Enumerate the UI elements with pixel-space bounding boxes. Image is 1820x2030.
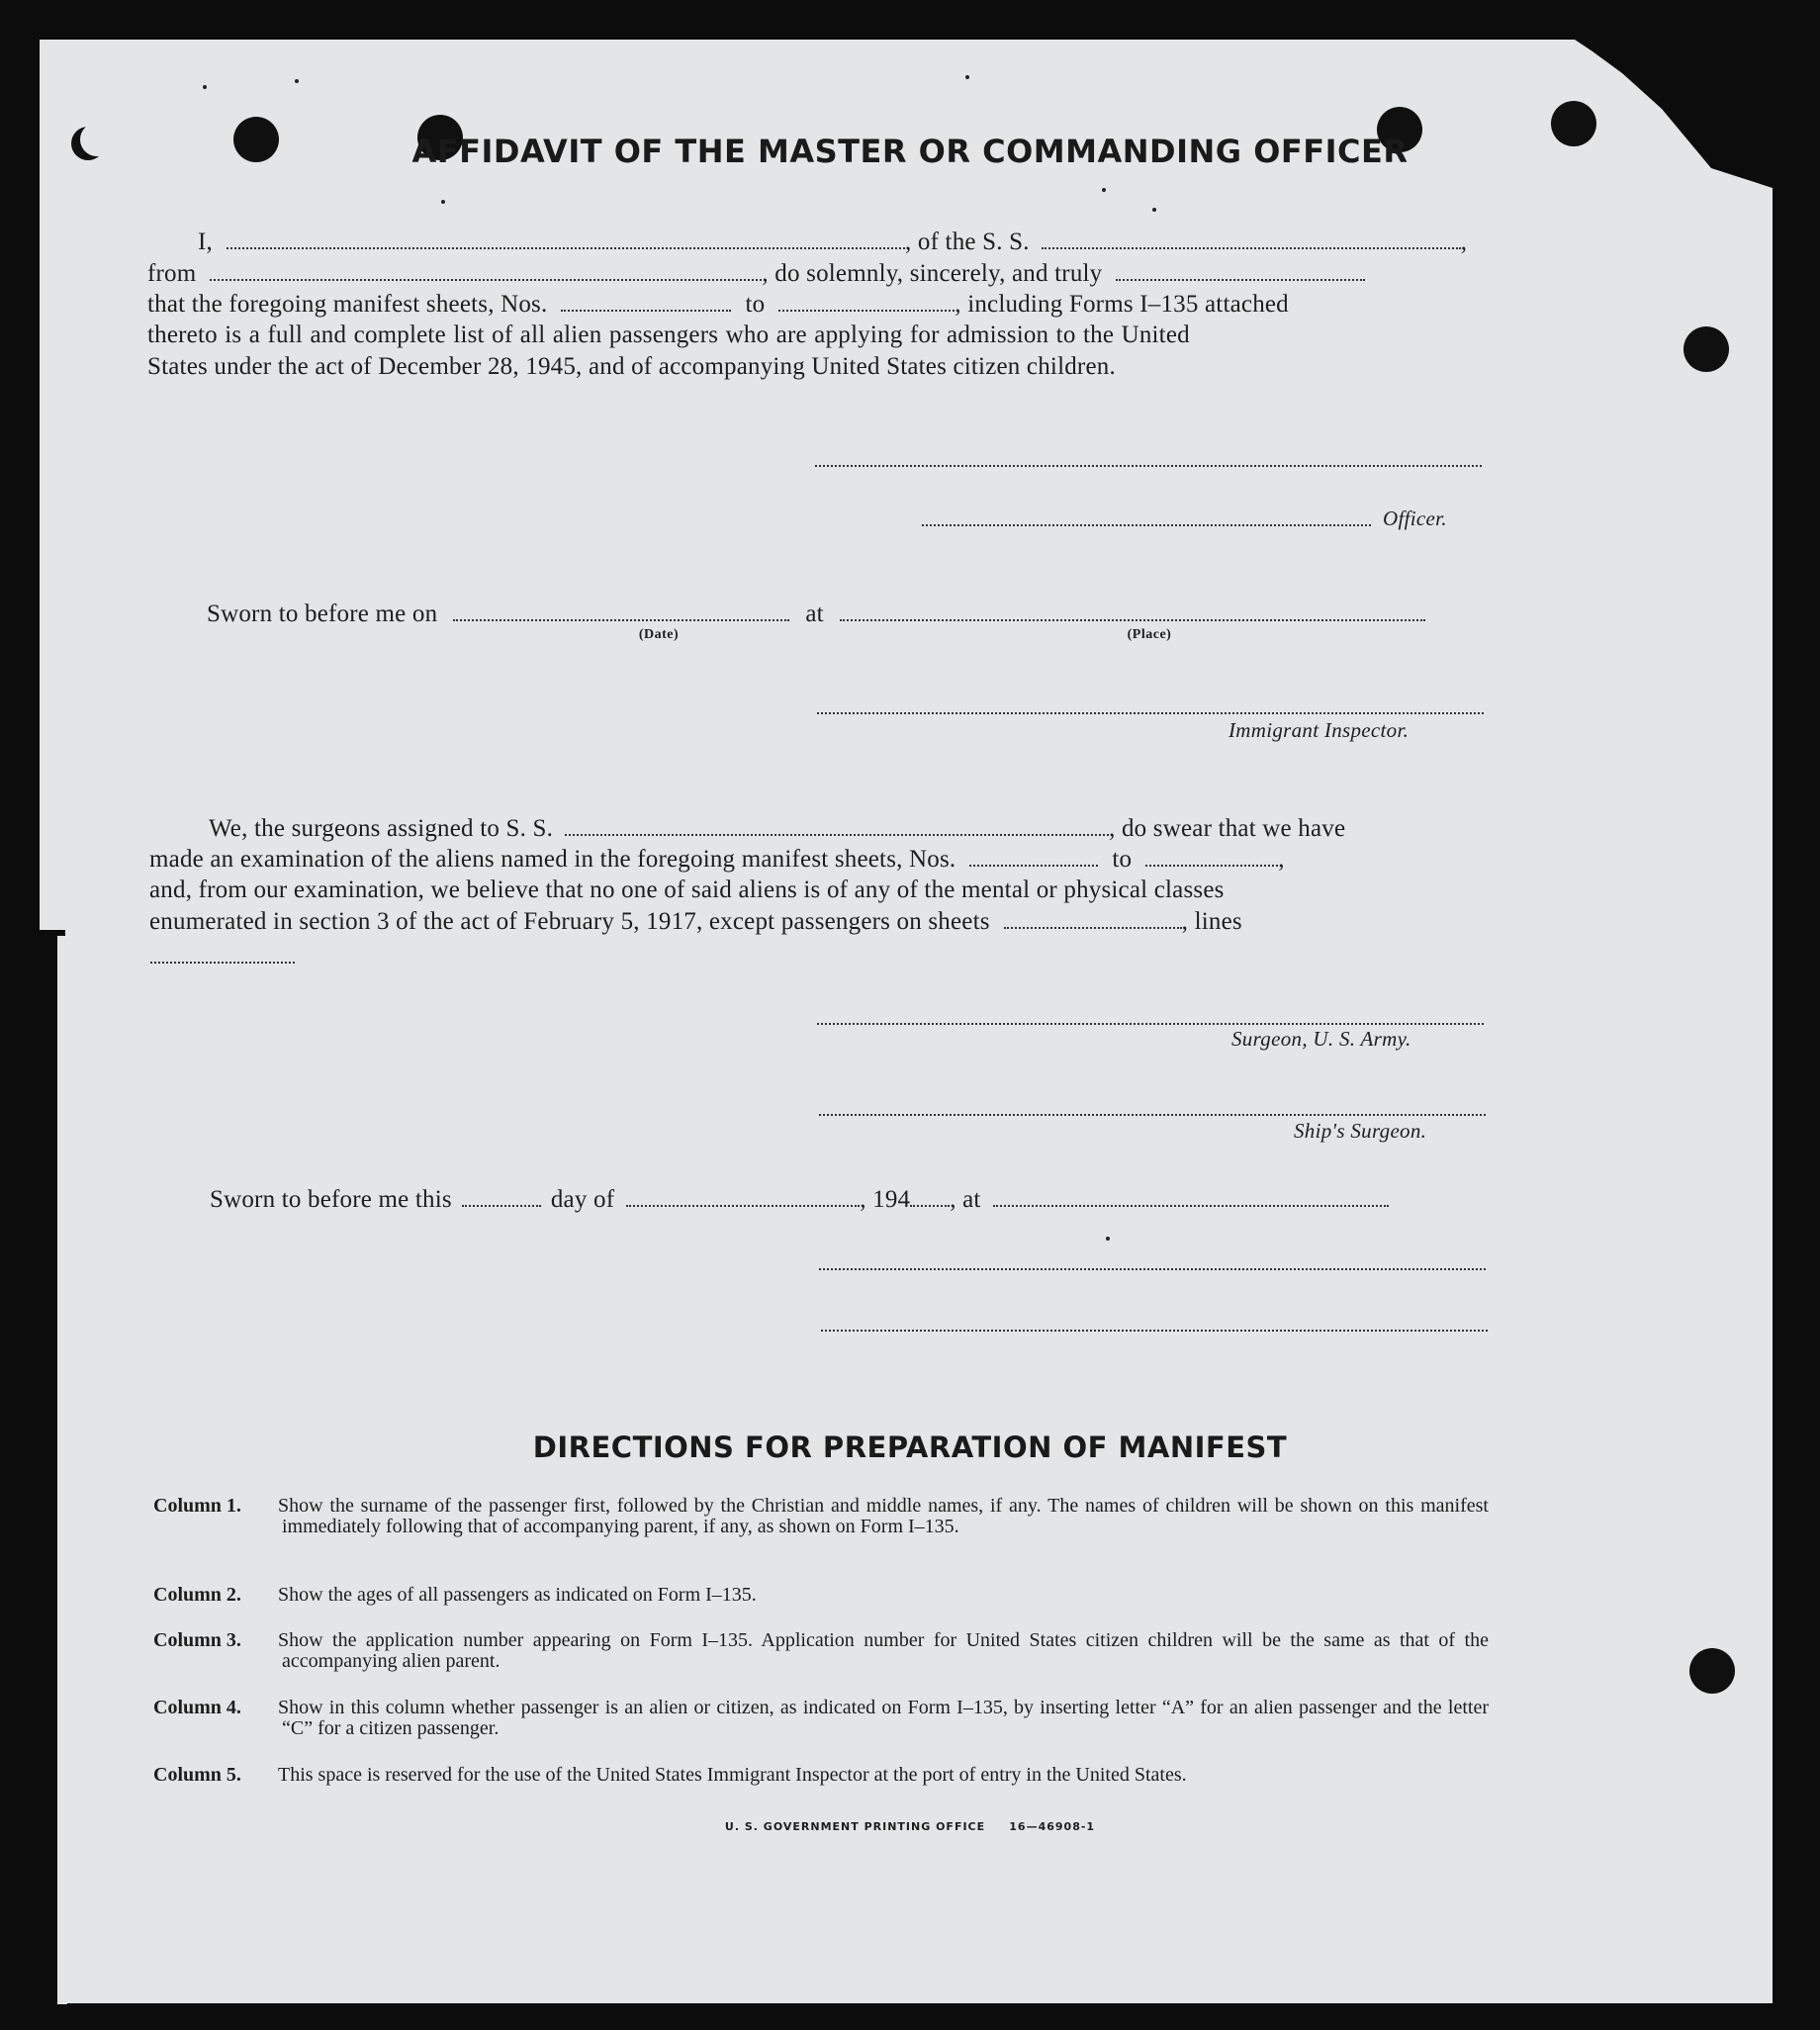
sheet-to-blank[interactable] <box>778 292 955 312</box>
text: I, <box>198 229 213 255</box>
ship-surgeon-signature-line[interactable] <box>819 1112 1486 1116</box>
surgeons-line-3: and, from our examination, we believe that no one of said aliens is of any of the mental or physical classes <box>149 877 1225 903</box>
year-blank[interactable] <box>910 1187 950 1207</box>
ship-name-blank[interactable] <box>1042 230 1461 249</box>
direction-item <box>153 1496 1489 1537</box>
direction-item <box>153 1585 1489 1606</box>
officer-signature-line[interactable] <box>922 522 1371 526</box>
oath-blank[interactable] <box>1116 261 1365 281</box>
text: , <box>1460 229 1468 255</box>
text: , do swear that we have <box>1109 815 1346 842</box>
paper-speck <box>1152 208 1156 212</box>
direction-label: Column 2. <box>153 1584 241 1606</box>
direction-item <box>153 1765 1489 1786</box>
surgeons-line-4 <box>149 907 1242 937</box>
affidavit-line-1 <box>198 228 1467 257</box>
inspector-caption: Immigrant Inspector. <box>1228 718 1410 742</box>
directions-title: DIRECTIONS FOR PREPARATION OF MANIFEST <box>532 1430 1288 1464</box>
text: from <box>147 260 197 287</box>
affidavit-line-4: thereto is a full and complete list of all alien passengers who are applying for admission to the United <box>147 322 1190 348</box>
direction-text: Show the ages of all passengers as indicated on Form I–135. <box>278 1584 757 1606</box>
direction-item <box>153 1630 1489 1672</box>
punch-hole <box>1684 326 1729 372</box>
signature-line[interactable] <box>821 1328 1488 1332</box>
paper-speck <box>203 85 207 89</box>
date-caption: (Date) <box>638 627 680 642</box>
text: to <box>745 291 766 318</box>
sworn-line-1 <box>207 600 1425 629</box>
direction-item <box>153 1698 1489 1739</box>
direction-text: Show the surname of the passenger first, followed by the Christian and middle names, if any. The names of children will be shown on this manifest immediately following that of accompanying parent, if any, as shown on Form I–135. <box>278 1495 1489 1537</box>
direction-text: Show the application number appearing on Form I–135. Application number for United States citizen children will be the same as that of the accompanying alien parent. <box>278 1629 1489 1672</box>
text: , <box>1278 846 1285 873</box>
torn-edge-paper <box>57 936 67 2004</box>
except-sheets-blank[interactable] <box>1004 909 1182 929</box>
date-blank[interactable] <box>453 601 789 621</box>
officer-caption: Officer. <box>1383 507 1447 530</box>
ship-surgeon-caption: Ship's Surgeon. <box>1294 1119 1427 1143</box>
origin-blank[interactable] <box>210 261 762 281</box>
surgeons-line-2 <box>149 845 1285 875</box>
text: day of <box>550 1186 615 1213</box>
affidavit-title: AFFIDAVIT OF THE MASTER OR COMMANDING OFFICER <box>411 133 1409 170</box>
affidavit-line-3 <box>147 290 1289 320</box>
name-blank[interactable] <box>227 230 905 249</box>
army-surgeon-signature-line[interactable] <box>817 1021 1484 1025</box>
surgeons-line-1 <box>209 814 1345 844</box>
text: that the foregoing manifest sheets, Nos. <box>147 291 548 318</box>
direction-text: Show in this column whether passenger is an alien or citizen, as indicated on Form I–135, by inserting letter “A” for an alien passenger and the letter “C” for a citizen passenger. <box>278 1697 1489 1739</box>
month-blank[interactable] <box>626 1187 860 1207</box>
text: , of the S. S. <box>904 229 1030 255</box>
lines-blank[interactable] <box>150 960 295 964</box>
sworn-line-2 <box>210 1185 1389 1215</box>
text: , including Forms I–135 attached <box>955 291 1289 318</box>
army-surgeon-caption: Surgeon, U. S. Army. <box>1231 1027 1411 1051</box>
surgeon-sheet-from-blank[interactable] <box>969 847 1098 867</box>
text: Sworn to before me this <box>210 1186 452 1213</box>
place-blank[interactable] <box>840 601 1425 621</box>
text: We, the surgeons assigned to S. S. <box>209 815 554 842</box>
affidavit-line-2 <box>147 259 1365 289</box>
day-blank[interactable] <box>462 1187 541 1207</box>
printing-office-footer: U. S. GOVERNMENT PRINTING OFFICE 16—46908-1 <box>724 1820 1096 1833</box>
text: to <box>1112 846 1133 873</box>
direction-label: Column 4. <box>153 1697 241 1718</box>
punch-hole <box>1689 1648 1735 1694</box>
signature-line[interactable] <box>819 1266 1486 1270</box>
direction-label: Column 1. <box>153 1495 241 1517</box>
text: Sworn to before me on <box>207 600 438 627</box>
inspector-signature-line[interactable] <box>817 710 1484 714</box>
place-caption: (Place) <box>1127 627 1172 642</box>
text: , lines <box>1181 908 1242 935</box>
text: , 194 <box>860 1186 911 1213</box>
text: at <box>805 600 824 627</box>
direction-label: Column 3. <box>153 1629 241 1651</box>
signature-line[interactable] <box>815 463 1482 467</box>
sworn-place-blank[interactable] <box>993 1187 1389 1207</box>
paper-speck <box>441 200 445 204</box>
paper-speck <box>1106 1237 1110 1241</box>
paper-speck <box>1102 188 1106 192</box>
direction-text: This space is reserved for the use of the United States Immigrant Inspector at the port of entry in the United States. <box>278 1764 1187 1786</box>
surgeon-ship-blank[interactable] <box>565 816 1109 836</box>
affidavit-line-5: States under the act of December 28, 1945, and of accompanying United States citizen children. <box>147 353 1116 380</box>
direction-label: Column 5. <box>153 1764 241 1786</box>
surgeon-sheet-to-blank[interactable] <box>1145 847 1278 867</box>
text: , at <box>950 1186 981 1213</box>
text: , do solemnly, sincerely, and truly <box>762 260 1103 287</box>
text: made an examination of the aliens named in the foregoing manifest sheets, Nos. <box>149 846 956 873</box>
sheet-from-blank[interactable] <box>561 292 731 312</box>
paper-speck <box>965 75 969 79</box>
text: enumerated in section 3 of the act of February 5, 1917, except passengers on sheets <box>149 908 990 935</box>
paper-speck <box>295 79 299 83</box>
